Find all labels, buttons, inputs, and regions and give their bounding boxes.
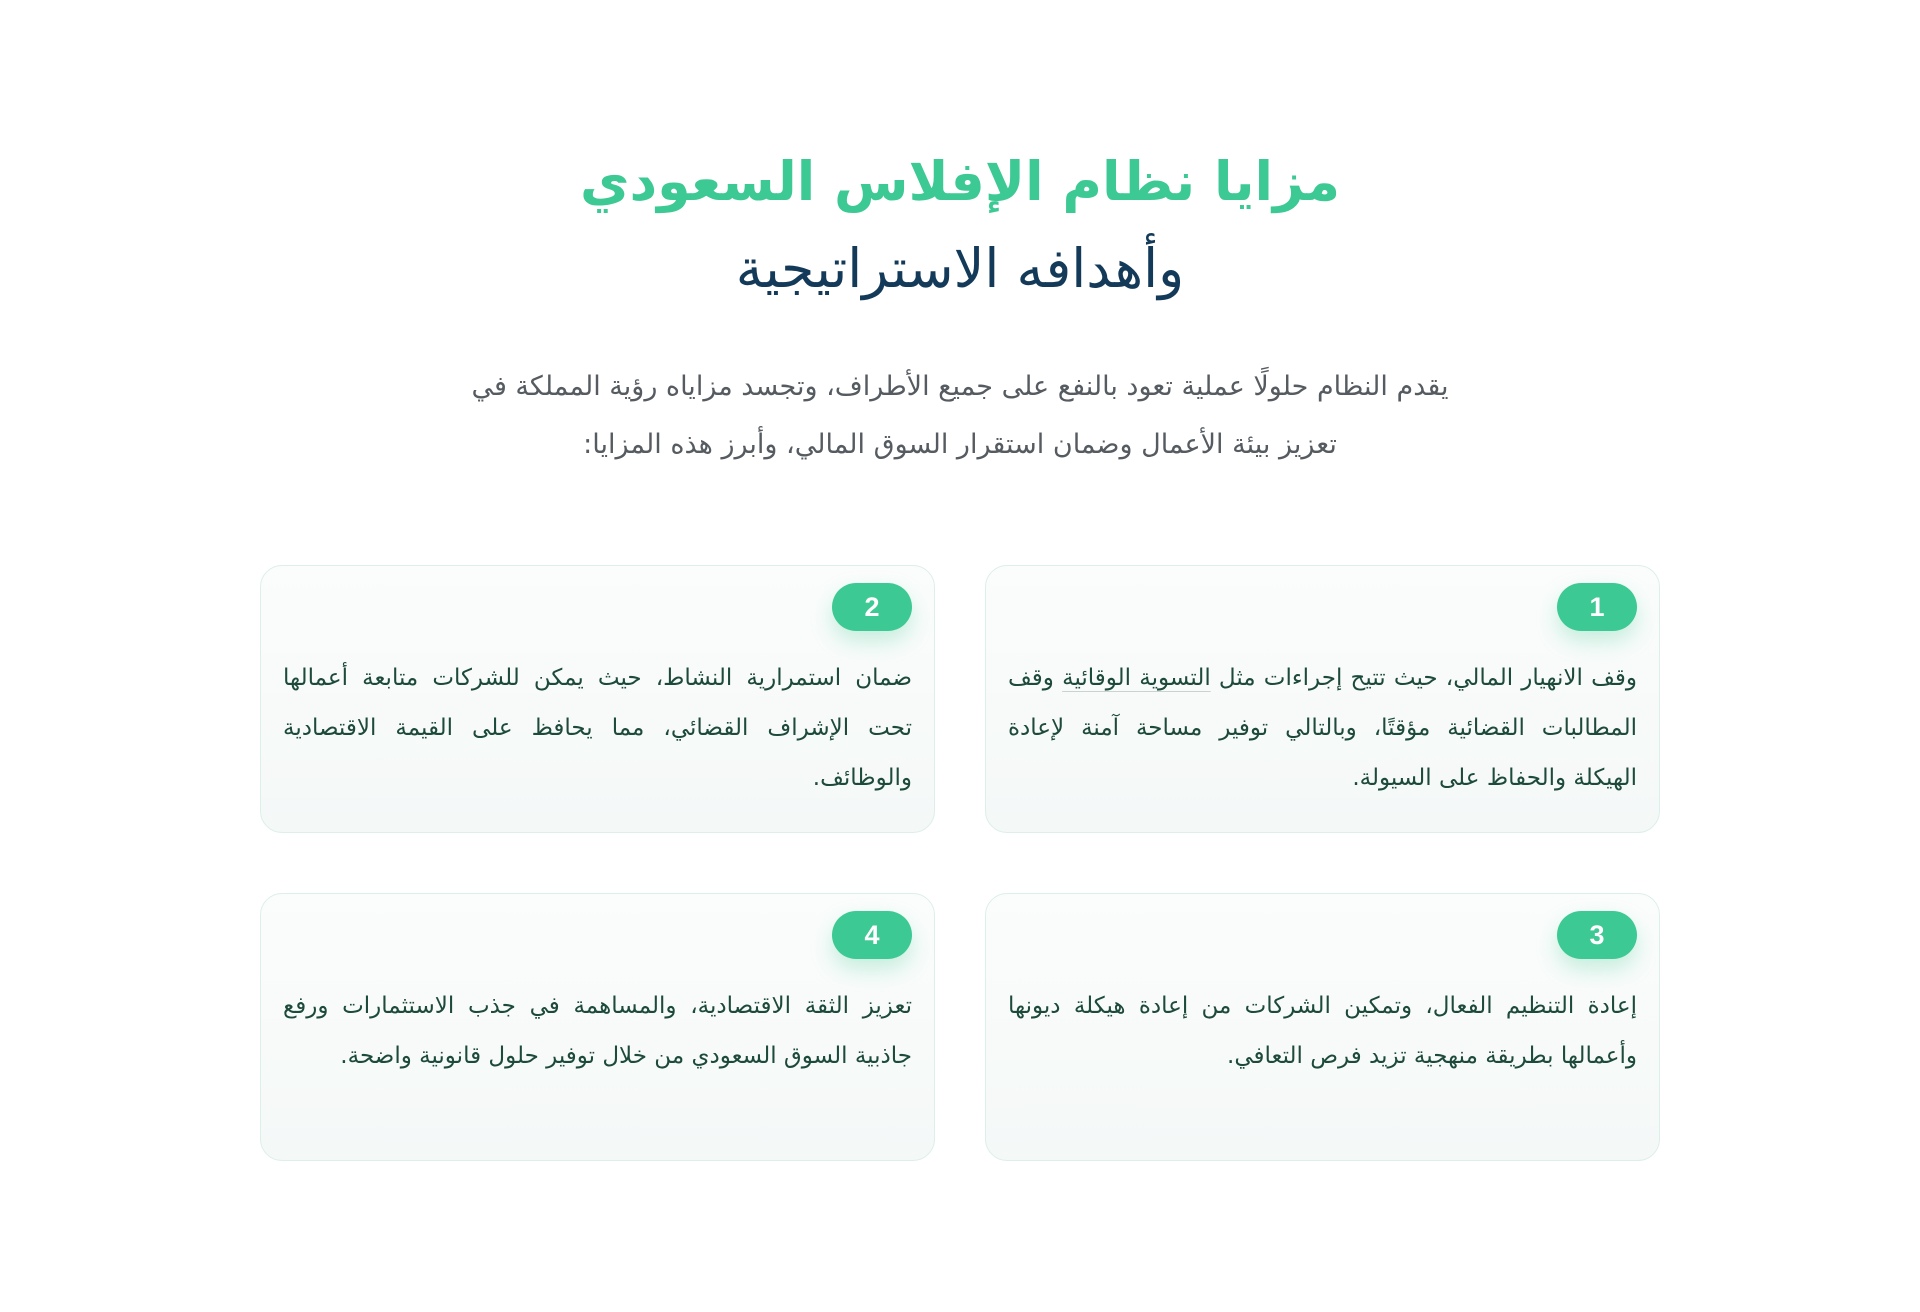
number-badge: 4 [832, 911, 912, 959]
section-heading [0, 140, 1920, 314]
preventive-settlement-link[interactable]: التسوية الوقائية [1062, 665, 1211, 691]
number-badge: 2 [832, 583, 912, 631]
benefit-text-part: وقف الانهيار المالي، حيث تتيح إجراءات مثل [1210, 665, 1637, 691]
benefit-text: إعادة التنظيم الفعال، وتمكين الشركات من إعادة هيكلة ديونها وأعمالها بطريقة منهجية تزيد فرص التعافي. [1008, 993, 1637, 1069]
title-line-primary: مزايا نظام الإفلاس السعودي [579, 150, 1341, 213]
page-title [0, 140, 1920, 314]
number-badge: 1 [1557, 583, 1637, 631]
benefit-text: ضمان استمرارية النشاط، حيث يمكن للشركات متابعة أعمالها تحت الإشراف القضائي، مما يحافظ على القيمة الاقتصادية والوظائف. [283, 665, 912, 791]
benefit-card-3 [985, 893, 1660, 1161]
number-badge: 3 [1557, 911, 1637, 959]
benefit-text-part: وقف المطالبات القضائية مؤقتًا، وبالتالي توفير مساحة آمنة لإعادة الهيكلة والحفاظ على السيولة. [1008, 665, 1637, 791]
benefit-text: تعزيز الثقة الاقتصادية، والمساهمة في جذب الاستثمارات ورفع جاذبية السوق السعودي من خلال توفير حلول قانونية واضحة. [283, 993, 912, 1069]
intro-paragraph: يقدم النظام حلولًا عملية تعود بالنفع على جميع الأطراف، وتجسد مزاياه رؤية المملكة في تعزيز بيئة الأعمال وضمان استقرار السوق المالي، وأبرز هذه المزايا: [471, 371, 1449, 460]
benefit-card-4 [260, 893, 935, 1161]
benefit-card-1 [985, 565, 1660, 833]
benefits-grid [260, 565, 1660, 1161]
benefit-text [1008, 653, 1637, 803]
title-line-secondary: وأهدافه الاستراتيجية [735, 237, 1185, 300]
benefit-card-2 [260, 565, 935, 833]
